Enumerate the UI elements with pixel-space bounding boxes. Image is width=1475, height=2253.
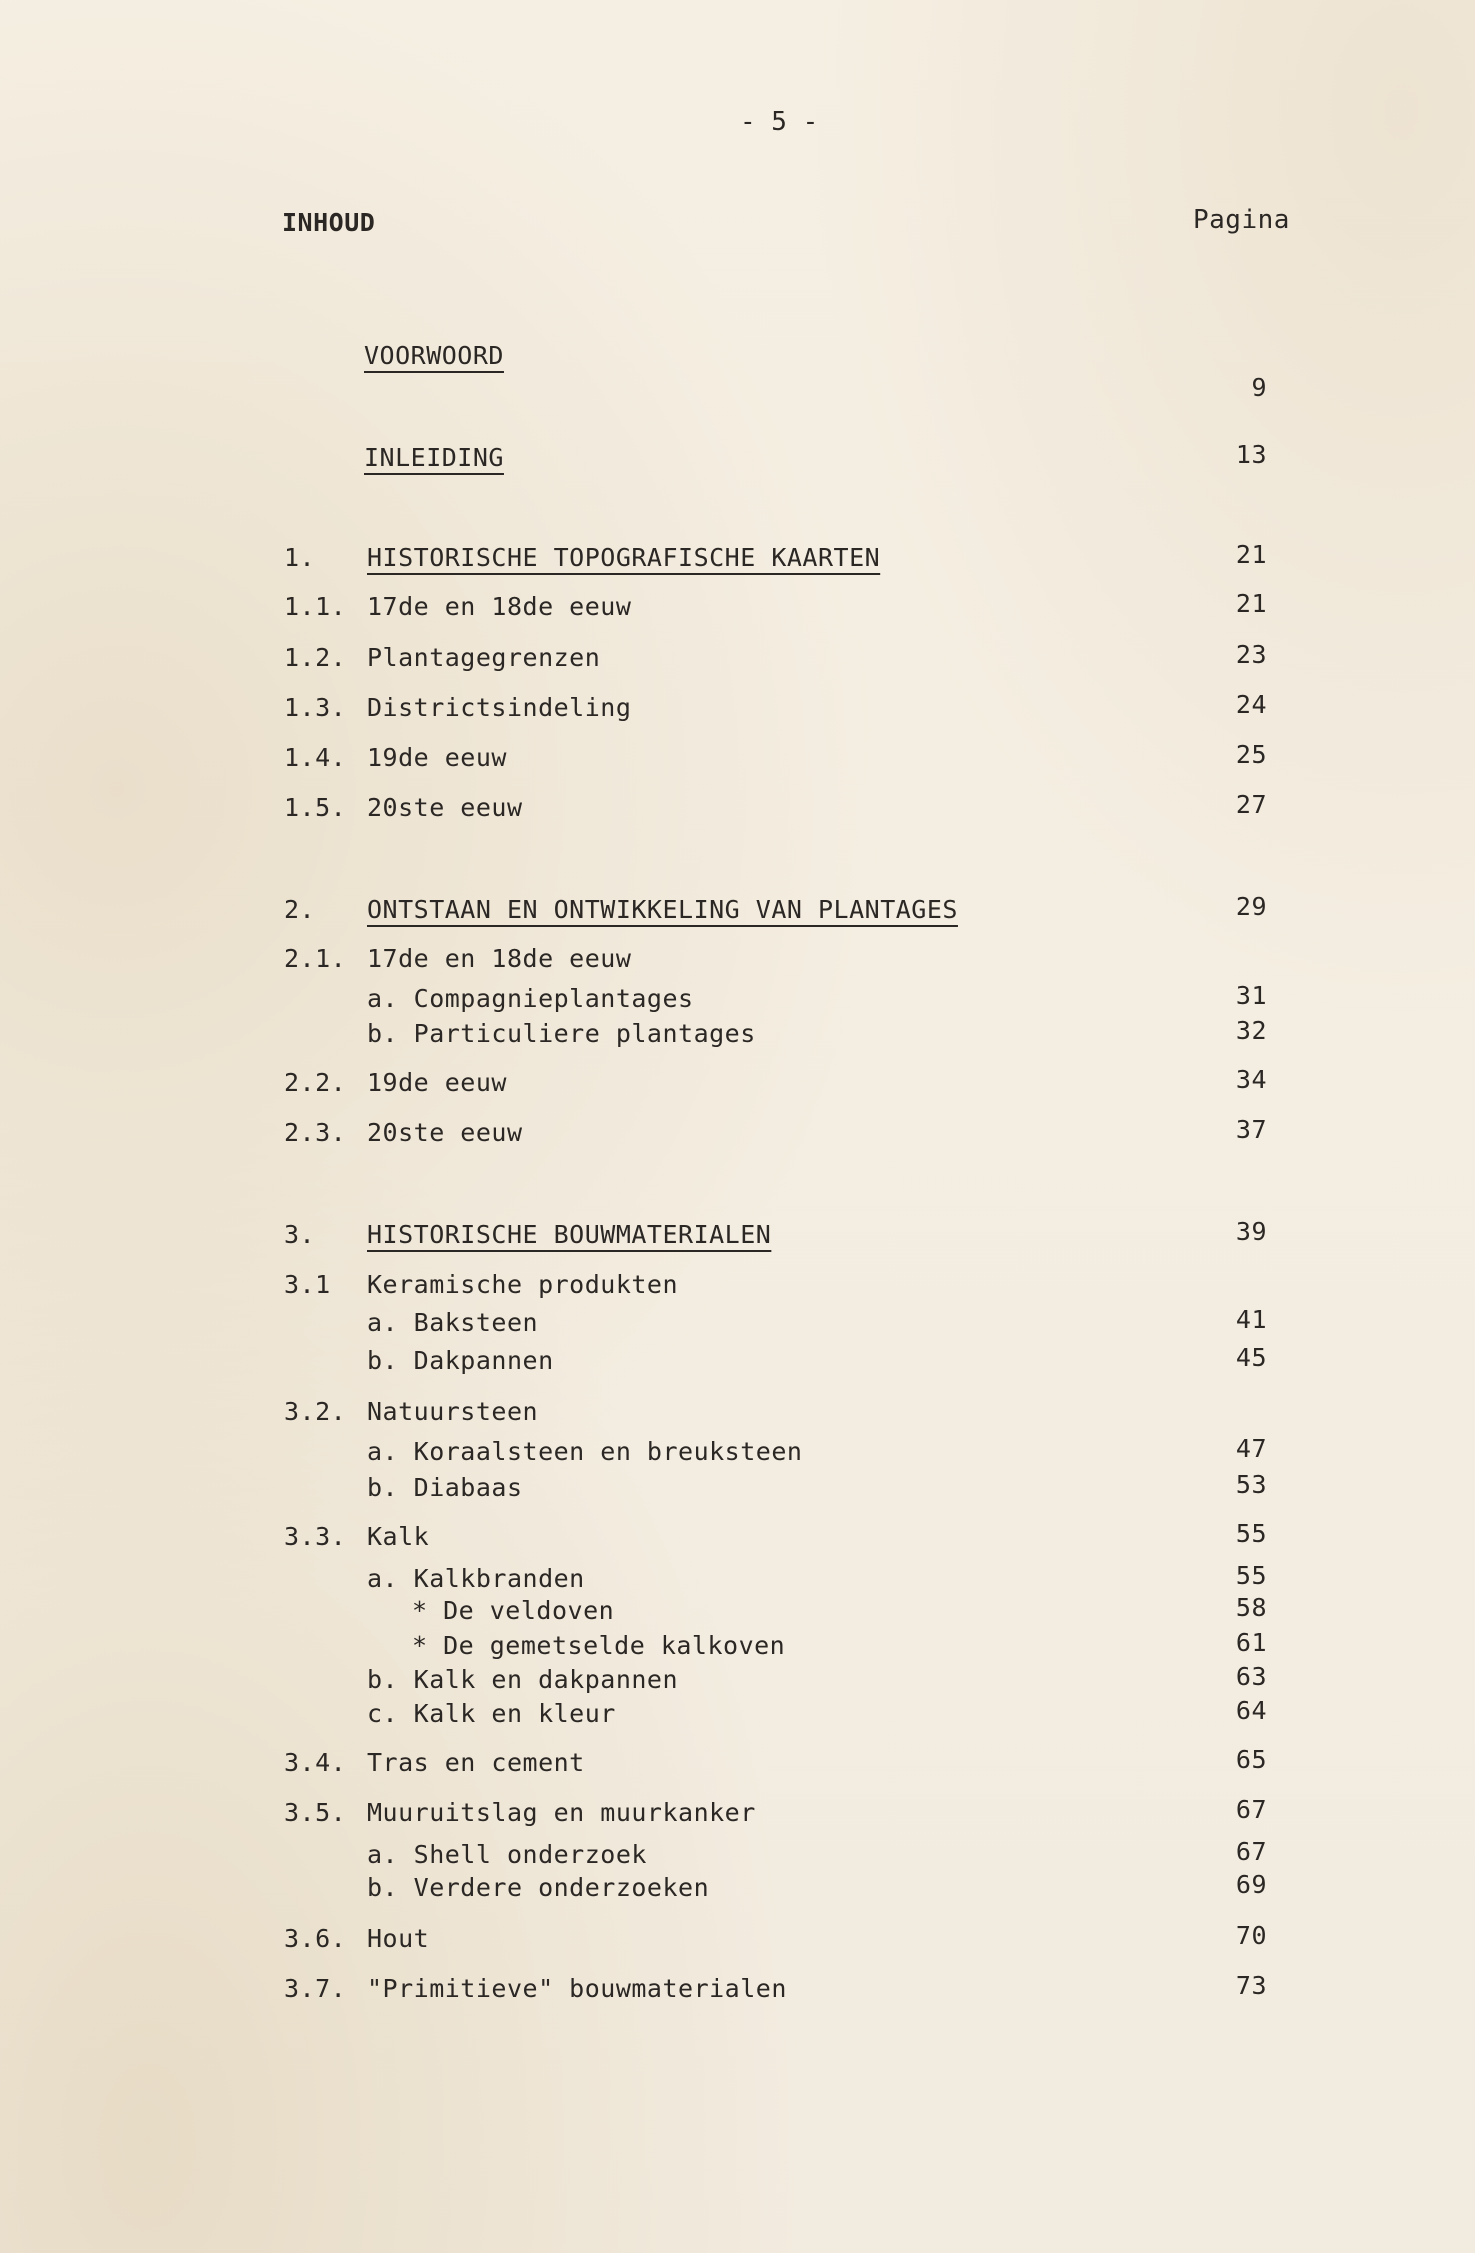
toc-3-7-label: "Primitieve" bouwmaterialen (367, 1974, 787, 2003)
toc-1-4-page: 25 (1235, 740, 1267, 769)
toc-3-3-a-page: 55 (1235, 1561, 1267, 1590)
toc-3-2-b-label: b. Diabaas (367, 1473, 523, 1502)
toc-1-5-label: 20ste eeuw (367, 793, 523, 822)
toc-3-3-a2-page: 61 (1235, 1628, 1267, 1657)
toc-3-2-a-label: a. Koraalsteen en breuksteen (367, 1437, 803, 1466)
toc-ch3-page: 39 (1235, 1217, 1267, 1246)
page-number: - 5 - (740, 107, 819, 137)
toc-3-3-c-page: 64 (1235, 1696, 1267, 1725)
toc-2-1-a-label: a. Compagnieplantages (367, 984, 694, 1013)
toc-3-7-page: 73 (1235, 1971, 1267, 2000)
toc-ch1-label: HISTORISCHE TOPOGRAFISCHE KAARTEN (367, 543, 881, 572)
toc-3-6-num: 3.6. (284, 1924, 347, 1953)
toc-3-1-a-page: 41 (1235, 1305, 1267, 1334)
toc-voorwoord-page: 9 (1251, 373, 1267, 402)
toc-2-1-num: 2.1. (284, 944, 347, 973)
toc-1-1-label: 17de en 18de eeuw (367, 592, 632, 621)
toc-3-1-b-label: b. Dakpannen (367, 1346, 554, 1375)
toc-ch2-label: ONTSTAAN EN ONTWIKKELING VAN PLANTAGES (367, 895, 958, 924)
toc-3-3-page: 55 (1235, 1519, 1267, 1548)
toc-1-3-page: 24 (1235, 690, 1267, 719)
toc-3-4-page: 65 (1235, 1745, 1267, 1774)
toc-3-5-a-page: 67 (1235, 1837, 1267, 1866)
toc-3-7-num: 3.7. (284, 1974, 347, 2003)
toc-inleiding-label: INLEIDING (364, 443, 504, 472)
toc-2-1-a-page: 31 (1235, 981, 1267, 1010)
toc-2-3-num: 2.3. (284, 1118, 347, 1147)
toc-1-3-label: Districtsindeling (367, 693, 632, 722)
toc-2-1-b-page: 32 (1235, 1016, 1267, 1045)
toc-3-5-num: 3.5. (284, 1798, 347, 1827)
toc-ch2-num: 2. (284, 895, 316, 924)
toc-1-1-num: 1.1. (284, 592, 347, 621)
toc-3-1-num: 3.1 (284, 1270, 331, 1299)
toc-3-3-b-label: b. Kalk en dakpannen (367, 1665, 679, 1694)
toc-3-1-label: Keramische produkten (367, 1270, 679, 1299)
toc-3-3-a2-label: * De gemetselde kalkoven (412, 1631, 786, 1660)
toc-3-3-a1-label: * De veldoven (412, 1596, 615, 1625)
toc-3-3-a-label: a. Kalkbranden (367, 1564, 585, 1593)
toc-ch1-page: 21 (1235, 540, 1267, 569)
toc-ch1-num: 1. (284, 543, 316, 572)
toc-3-5-label: Muuruitslag en muurkanker (367, 1798, 756, 1827)
toc-3-3-num: 3.3. (284, 1522, 347, 1551)
toc-3-3-a1-page: 58 (1235, 1593, 1267, 1622)
toc-3-3-label: Kalk (367, 1522, 430, 1551)
toc-1-2-num: 1.2. (284, 643, 347, 672)
toc-3-2-a-page: 47 (1235, 1434, 1267, 1463)
toc-3-2-label: Natuursteen (367, 1397, 539, 1426)
toc-3-5-a-label: a. Shell onderzoek (367, 1840, 647, 1869)
toc-1-2-page: 23 (1235, 640, 1267, 669)
toc-voorwoord-label: VOORWOORD (364, 341, 504, 370)
toc-3-6-label: Hout (367, 1924, 430, 1953)
toc-3-3-c-label: c. Kalk en kleur (367, 1699, 616, 1728)
toc-1-3-num: 1.3. (284, 693, 347, 722)
contents-title: INHOUD (282, 208, 376, 237)
toc-inleiding-page: 13 (1235, 440, 1267, 469)
toc-1-4-num: 1.4. (284, 743, 347, 772)
toc-3-2-b-page: 53 (1235, 1470, 1267, 1499)
toc-2-1-b-label: b. Particuliere plantages (367, 1019, 756, 1048)
toc-3-5-b-page: 69 (1235, 1870, 1267, 1899)
toc-3-2-num: 3.2. (284, 1397, 347, 1426)
toc-1-2-label: Plantagegrenzen (367, 643, 601, 672)
toc-3-3-b-page: 63 (1235, 1662, 1267, 1691)
toc-2-2-label: 19de eeuw (367, 1068, 507, 1097)
toc-ch3-label: HISTORISCHE BOUWMATERIALEN (367, 1220, 772, 1249)
toc-3-1-a-label: a. Baksteen (367, 1308, 539, 1337)
toc-2-3-label: 20ste eeuw (367, 1118, 523, 1147)
toc-3-6-page: 70 (1235, 1921, 1267, 1950)
page-column-label: Pagina (1193, 205, 1290, 235)
toc-ch3-num: 3. (284, 1220, 316, 1249)
toc-1-1-page: 21 (1235, 589, 1267, 618)
toc-3-1-b-page: 45 (1235, 1343, 1267, 1372)
toc-2-1-label: 17de en 18de eeuw (367, 944, 632, 973)
toc-1-5-num: 1.5. (284, 793, 347, 822)
toc-2-3-page: 37 (1235, 1115, 1267, 1144)
toc-2-2-page: 34 (1235, 1065, 1267, 1094)
toc-ch2-page: 29 (1235, 892, 1267, 921)
toc-3-4-num: 3.4. (284, 1748, 347, 1777)
toc-1-5-page: 27 (1235, 790, 1267, 819)
toc-1-4-label: 19de eeuw (367, 743, 507, 772)
toc-3-5-page: 67 (1235, 1795, 1267, 1824)
toc-3-4-label: Tras en cement (367, 1748, 585, 1777)
toc-3-5-b-label: b. Verdere onderzoeken (367, 1873, 710, 1902)
toc-2-2-num: 2.2. (284, 1068, 347, 1097)
